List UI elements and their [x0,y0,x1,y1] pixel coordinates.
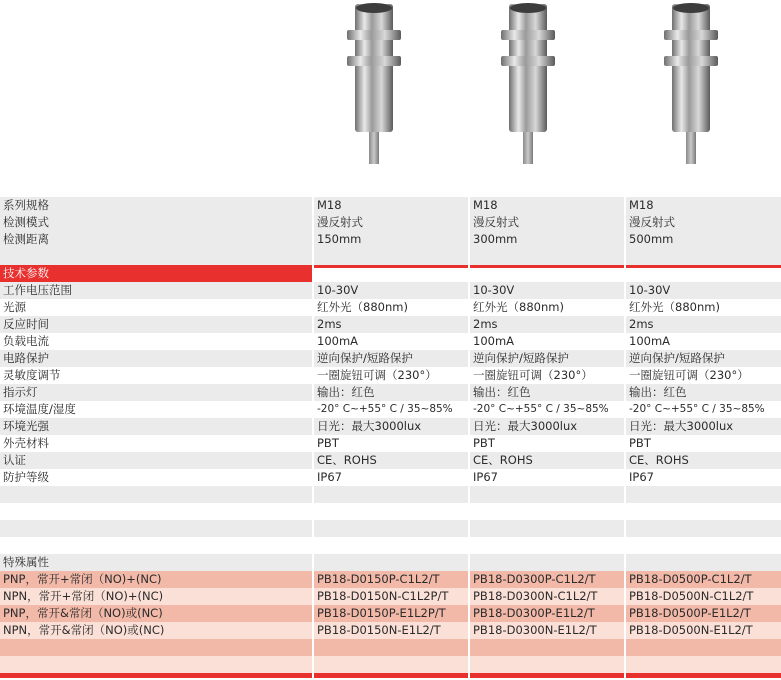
table-row [0,605,781,622]
table-row [0,367,781,384]
cell-value: CE、ROHS [626,452,781,469]
row-label: 灵敏度调节 [0,367,312,384]
row-label: 工作电压范围 [0,282,312,299]
cell-value: 输出：红色 [314,384,468,401]
cell-value: M18 [314,197,468,214]
table-row [0,571,781,588]
cell-value: 2ms [626,316,781,333]
cell-value: M18 [626,197,781,214]
cell-value: CE、ROHS [470,452,624,469]
cell-value: 10-30V [626,282,781,299]
model-number: PB18-D0150P-E1L2P/T [314,605,468,622]
cell-value: 红外光（880nm) [470,299,624,316]
cell-value: -20° C~+55° C / 35~85% [626,401,781,418]
section-header-tech [0,265,781,282]
cell-value: 10-30V [314,282,468,299]
row-label: 环境温度/湿度 [0,401,312,418]
cell-value: 漫反射式 [470,214,624,231]
row-label: 检测模式 [0,214,312,231]
cell-value: -20° C~+55° C / 35~85% [314,401,468,418]
cell-value: 一圈旋钮可调（230°） [314,367,468,384]
model-number: PB18-D0150N-C1L2P/T [314,588,468,605]
cell-value: 100mA [626,333,781,350]
model-number: PB18-D0300P-E1L2/T [470,605,624,622]
row-label: 认证 [0,452,312,469]
table-row-empty [0,520,781,537]
table-row-empty [0,486,781,503]
table-row [0,299,781,316]
spec-table [0,197,781,678]
table-row [0,588,781,605]
table-row [0,333,781,350]
sensor-image-2 [493,0,563,164]
row-label: 检测距离 [0,231,312,248]
cell-value: 500mm [626,231,781,248]
cell-value: -20° C~+55° C / 35~85% [470,401,624,418]
row-label: 环境光强 [0,418,312,435]
model-number: PB18-D0500N-E1L2/T [626,622,781,639]
row-label: 反应时间 [0,316,312,333]
row-label: NPN，常开&常闭（NO)或(NC) [0,622,312,639]
sensor-image-3 [656,0,726,164]
model-number: PB18-D0300P-C1L2/T [470,571,624,588]
row-label: 系列规格 [0,197,312,214]
table-bottom-bar [0,673,781,678]
cell-value: IP67 [314,469,468,486]
cell-value: 红外光（880nm) [626,299,781,316]
model-number: PB18-D0150N-E1L2/T [314,622,468,639]
cell-value: 红外光（880nm) [314,299,468,316]
sensor-drawing [493,0,563,164]
cell-value: PBT [470,435,624,452]
cell-value: 逆向保护/短路保护 [470,350,624,367]
row-label: 负载电流 [0,333,312,350]
table-row [0,316,781,333]
cell-value: 日光：最大3000lux [470,418,624,435]
cell-value: 100mA [314,333,468,350]
row-label: 防护等级 [0,469,312,486]
cell-value: IP67 [626,469,781,486]
table-row [0,197,781,214]
section-title: 特殊属性 [0,554,312,571]
cell-value: 逆向保护/短路保护 [314,350,468,367]
table-row [0,418,781,435]
cell-value: 逆向保护/短路保护 [626,350,781,367]
model-number: PB18-D0500P-E1L2/T [626,605,781,622]
table-row [0,435,781,452]
cell-value: 漫反射式 [626,214,781,231]
row-label: 外壳材料 [0,435,312,452]
sensor-image-1 [339,0,409,164]
section-header-special [0,554,781,571]
cell-value: 150mm [314,231,468,248]
table-row [0,384,781,401]
model-number: PB18-D0300N-E1L2/T [470,622,624,639]
row-label: 指示灯 [0,384,312,401]
cell-value: 输出：红色 [470,384,624,401]
row-label: PNP，常开&常闭（NO)或(NC) [0,605,312,622]
cell-value: 300mm [470,231,624,248]
row-label: NPN，常开+常闭（NO)+(NC) [0,588,312,605]
table-row [0,282,781,299]
model-number: PB18-D0500P-C1L2/T [626,571,781,588]
cell-value: M18 [470,197,624,214]
table-row-empty [0,248,781,265]
cell-value: 100mA [470,333,624,350]
cell-value: 一圈旋钮可调（230°） [626,367,781,384]
row-label: PNP，常开+常闭（NO)+(NC) [0,571,312,588]
row-label: 电路保护 [0,350,312,367]
cell-value: 日光：最大3000lux [626,418,781,435]
table-row [0,401,781,418]
cell-value: 漫反射式 [314,214,468,231]
cell-value: CE、ROHS [314,452,468,469]
section-title: 技术参数 [0,265,312,282]
table-row-empty [0,639,781,656]
table-row [0,452,781,469]
cell-value: 10-30V [470,282,624,299]
cell-value: 日光：最大3000lux [314,418,468,435]
table-row [0,622,781,639]
table-row [0,231,781,248]
cell-value: 输出：红色 [626,384,781,401]
table-row [0,350,781,367]
model-number: PB18-D0150P-C1L2/T [314,571,468,588]
table-row [0,214,781,231]
table-row-empty [0,656,781,673]
cell-value: PBT [314,435,468,452]
table-row-empty [0,503,781,520]
sensor-drawing [656,0,726,164]
cell-value: PBT [626,435,781,452]
sensor-drawing [339,0,409,164]
cell-value: IP67 [470,469,624,486]
cell-value: 一圈旋钮可调（230°） [470,367,624,384]
cell-value: 2ms [470,316,624,333]
model-number: PB18-D0300N-C1L2/T [470,588,624,605]
cell-value: 2ms [314,316,468,333]
table-row [0,469,781,486]
table-row-empty [0,537,781,554]
row-label: 光源 [0,299,312,316]
model-number: PB18-D0500N-C1L2/T [626,588,781,605]
